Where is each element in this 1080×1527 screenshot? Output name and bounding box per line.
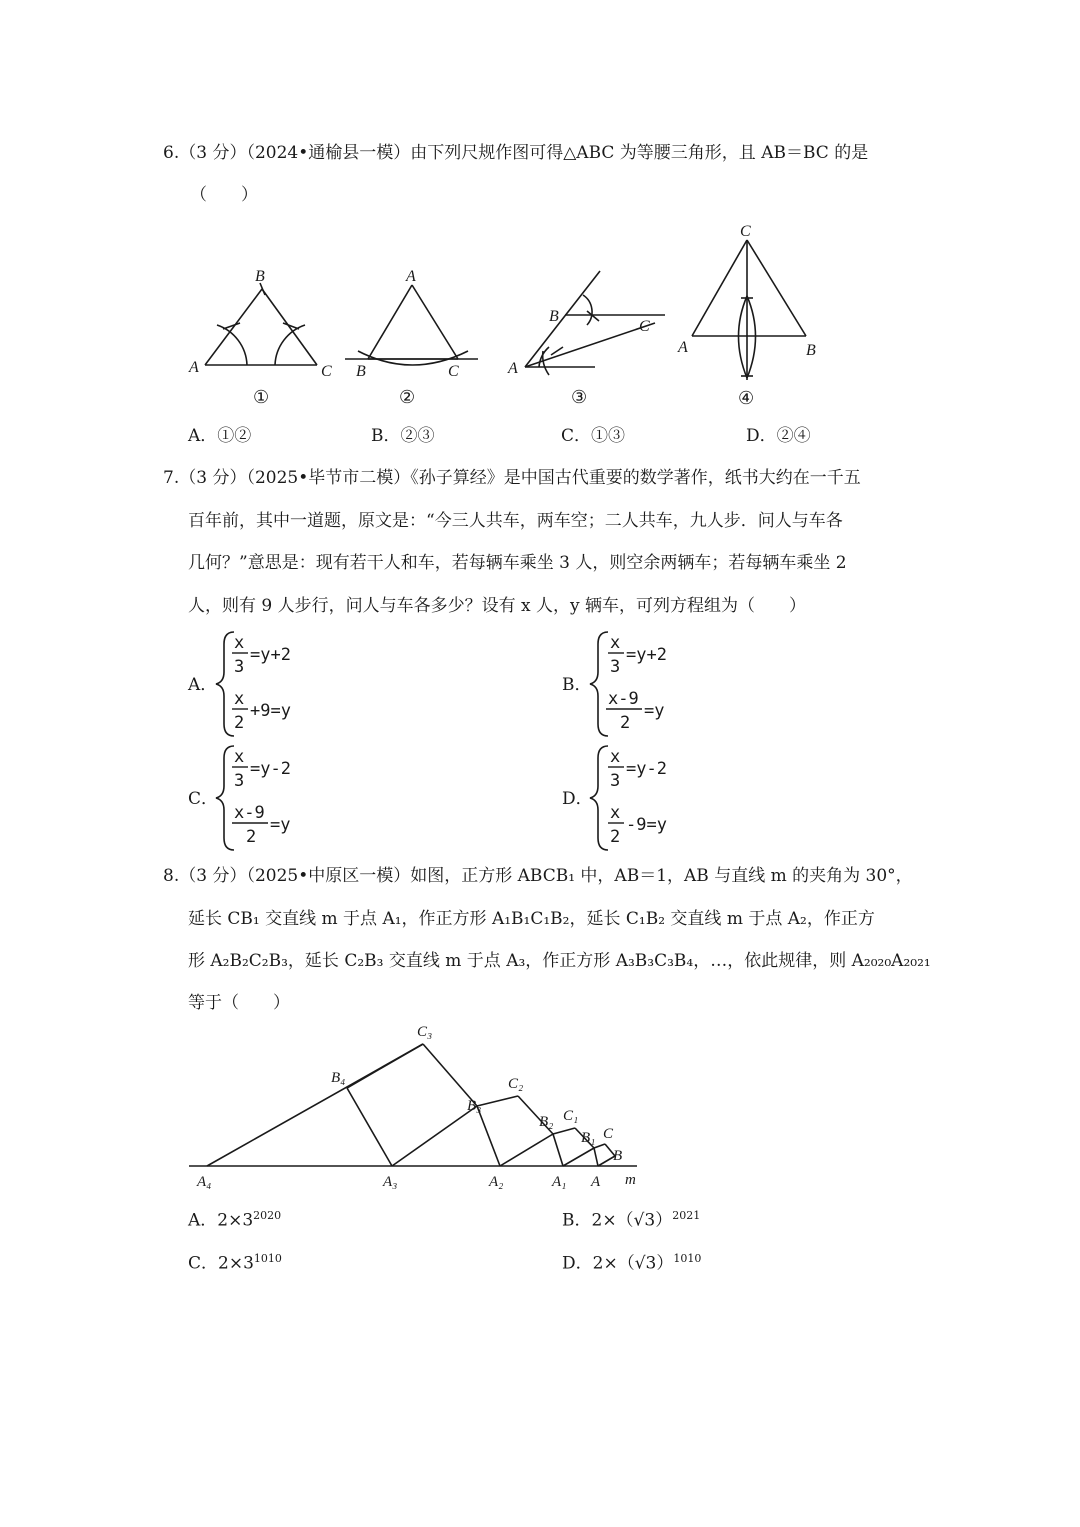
eq2-numerator: x xyxy=(234,689,245,709)
option-letter: D． xyxy=(746,426,777,446)
option-letter: D． xyxy=(562,1253,593,1274)
q8-label-B3: B₃ xyxy=(467,1098,482,1114)
q6-option-a[interactable] xyxy=(188,424,251,448)
q8-label-m: m xyxy=(625,1172,636,1188)
q7-option-a[interactable] xyxy=(187,632,291,736)
q6-figure-4 xyxy=(672,218,832,413)
eq1-numerator: x xyxy=(610,633,621,653)
fig4-number: ④ xyxy=(738,388,755,408)
q6-figure-3 xyxy=(505,255,675,415)
fig4-label-C: C xyxy=(740,223,751,240)
eq2-numerator: x xyxy=(610,803,621,823)
option-exponent: 2020 xyxy=(253,1209,282,1222)
eq2-denominator: 2 xyxy=(246,827,257,847)
q8-label-A: A xyxy=(591,1174,601,1190)
option-exponent: 1010 xyxy=(253,1252,282,1265)
option-letter: A． xyxy=(188,675,218,695)
eq2-numerator: x-9 xyxy=(608,689,639,709)
fig2-label-C: C xyxy=(448,363,459,380)
option-text: 2×3 xyxy=(218,1253,254,1274)
q6-figure-1 xyxy=(185,255,345,415)
fig3-label-C: C xyxy=(639,318,650,335)
q6-figure-2 xyxy=(340,255,485,415)
q6-option-c[interactable] xyxy=(561,424,625,448)
q7-option-c[interactable] xyxy=(188,746,291,850)
eq2-rest: -9=y xyxy=(626,815,667,835)
q6-stem: 6.（3 分）（2024•通榆县一模）由下列尺规作图可得△ABC 为等腰三角形，且 AB＝BC 的是 xyxy=(163,143,869,163)
eq1-rest: =y-2 xyxy=(626,759,667,779)
fig4-label-A: A xyxy=(678,339,688,356)
option-letter: B． xyxy=(562,675,592,695)
option-letter: B． xyxy=(562,1210,592,1231)
q8-label-B: B xyxy=(613,1148,623,1164)
q8-option-a[interactable] xyxy=(188,1204,281,1233)
q8-label-A4: A₄ xyxy=(197,1174,212,1190)
option-text: ②③ xyxy=(400,426,435,446)
q7-line-2: 百年前，其中一道题，原文是：“今三人共车，两车空；二人共车，九人步．问人与车各 xyxy=(188,511,843,531)
option-text: 2×（√3） xyxy=(592,1253,674,1274)
eq1-numerator: x xyxy=(234,633,245,653)
option-letter: C． xyxy=(188,1253,219,1274)
eq2-rest: =y xyxy=(644,701,665,721)
q8-label-C3: C₃ xyxy=(417,1024,433,1040)
fig2-label-A: A xyxy=(406,268,416,285)
q8-label-C2: C₂ xyxy=(508,1076,524,1092)
option-letter: B． xyxy=(371,426,401,446)
q7-option-b[interactable] xyxy=(562,632,667,736)
eq1-numerator: x xyxy=(234,747,245,767)
fig3-label-B: B xyxy=(549,308,559,325)
option-exponent: 2021 xyxy=(672,1209,701,1222)
eq1-numerator: x xyxy=(610,747,621,767)
eq1-denominator: 3 xyxy=(234,657,245,677)
eq1-rest: =y+2 xyxy=(250,645,291,665)
eq2-rest: =y xyxy=(270,815,291,835)
eq1-denominator: 3 xyxy=(234,771,245,791)
q8-option-c[interactable] xyxy=(188,1247,282,1276)
option-text: 2×（√3） xyxy=(591,1210,673,1231)
q8-line-4: 等于（ ） xyxy=(188,993,290,1013)
q8-label-A2: A₂ xyxy=(489,1174,504,1190)
q7-line-3: 几何？”意思是：现有若干人和车，若每辆车乘坐 3 人，则空余两辆车；若每辆车乘坐 2 xyxy=(188,553,847,573)
option-exponent: 1010 xyxy=(673,1252,702,1265)
option-letter: C． xyxy=(188,789,219,809)
q8-label-C1: C₁ xyxy=(563,1108,579,1124)
q8-label-C: C xyxy=(603,1126,614,1142)
option-letter: A． xyxy=(188,1210,218,1231)
q7-option-d[interactable] xyxy=(562,746,667,850)
fig1-label-A: A xyxy=(189,359,199,376)
option-letter: D． xyxy=(562,789,593,809)
option-letter: A． xyxy=(188,426,218,446)
fig3-number: ③ xyxy=(571,387,588,407)
q8-label-B2: B₂ xyxy=(539,1114,554,1130)
eq1-denominator: 3 xyxy=(610,657,621,677)
q8-label-A3: A₃ xyxy=(383,1174,398,1190)
eq2-denominator: 2 xyxy=(620,713,631,733)
q6-answer-paren: （ ） xyxy=(190,185,258,205)
eq2-numerator: x-9 xyxy=(234,803,265,823)
q8-line-1: 8.（3 分）（2025•中原区一模）如图，正方形 ABCB₁ 中，AB＝1，AB 与直线 m 的夹角为 30°， xyxy=(163,866,913,886)
fig4-label-B: B xyxy=(806,342,816,359)
q6-option-d[interactable] xyxy=(746,424,811,448)
fig2-number: ② xyxy=(399,387,416,407)
q7-options-block xyxy=(180,628,740,853)
q8-option-d[interactable] xyxy=(562,1247,701,1276)
q8-label-B4: B₄ xyxy=(331,1070,346,1086)
eq2-rest: +9=y xyxy=(250,701,291,721)
option-letter: C． xyxy=(561,426,592,446)
q7-line-1: 7.（3 分）（2025•毕节市二模）《孙子算经》是中国古代重要的数学著作，纸书大约在一千五 xyxy=(163,468,861,488)
q8-label-A1: A₁ xyxy=(552,1174,567,1190)
option-text: ①② xyxy=(217,426,252,446)
fig1-number: ① xyxy=(253,387,270,407)
q8-option-b[interactable] xyxy=(562,1204,700,1233)
q7-line-4: 人，则有 9 人步行，问人与车各多少？设有 x 人，y 辆车，可列方程组为（ ） xyxy=(188,596,807,616)
q8-line-2: 延长 CB₁ 交直线 m 于点 A₁，作正方形 A₁B₁C₁B₂，延长 C₁B₂ 交直线 m 于点 A₂，作正方 xyxy=(188,909,875,929)
eq1-rest: =y+2 xyxy=(626,645,667,665)
eq1-denominator: 3 xyxy=(610,771,621,791)
fig2-label-B: B xyxy=(356,363,366,380)
eq1-rest: =y-2 xyxy=(250,759,291,779)
fig1-label-B: B xyxy=(255,268,265,285)
q6-option-b[interactable] xyxy=(371,424,435,448)
fig1-label-C: C xyxy=(321,363,332,380)
fig3-label-A: A xyxy=(508,360,518,377)
q8-label-B1: B₁ xyxy=(581,1130,596,1146)
option-text: ①③ xyxy=(591,426,626,446)
option-text: 2×3 xyxy=(217,1210,254,1231)
eq2-denominator: 2 xyxy=(234,713,245,733)
q8-line-3: 形 A₂B₂C₂B₃，延长 C₂B₃ 交直线 m 于点 A₃，作正方形 A₃B₃C₃B₄，…，依此规律，则 A₂₀₂₀A₂₀₂₁ xyxy=(188,951,931,971)
eq2-denominator: 2 xyxy=(610,827,621,847)
q8-figure xyxy=(185,1018,650,1190)
option-text: ②④ xyxy=(776,426,811,446)
